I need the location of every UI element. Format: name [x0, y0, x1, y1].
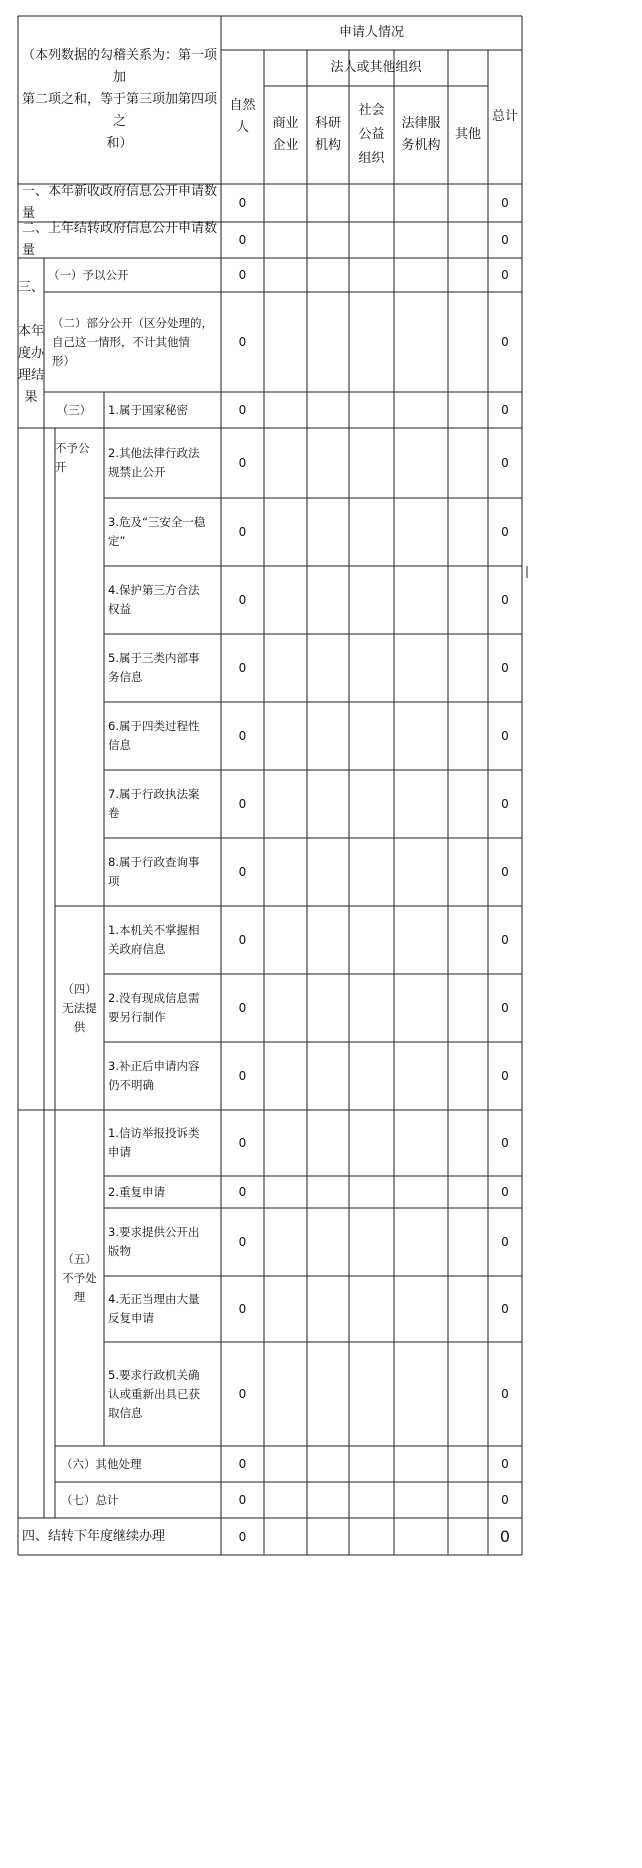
header-col-social-welfare: 社会 公益 组织 [358, 103, 385, 166]
header-col-legal-services: 法律服 务机构 [401, 116, 441, 153]
natural-person-value: 0 [238, 797, 247, 811]
natural-person-value: 0 [238, 1069, 247, 1083]
row-label-carried-over: 二、上年结转政府信息公开申请数量 [22, 221, 218, 258]
header-col-other: 其他 [454, 127, 481, 142]
natural-person-value: 0 [238, 1457, 247, 1471]
row-label-nd3: 3.危及“三安全一稳 定” [108, 515, 206, 548]
group-label-not-processed: （五） 不予处 理 [62, 1251, 97, 1304]
header-applicant-title: 申请人情况 [338, 25, 404, 40]
natural-person-value: 0 [238, 661, 247, 675]
total-value: 0 [501, 1136, 509, 1150]
natural-person-value: 0 [238, 865, 247, 879]
natural-person-value: 0 [238, 233, 247, 247]
total-value: 0 [501, 933, 509, 947]
natural-person-value: 0 [238, 335, 247, 349]
section-label-processing-results: 三、 本年 度办 理结 果 [18, 280, 45, 405]
row-label-not-disclosed-group: （三） [56, 402, 92, 417]
row-label-nd2: 2.其他法律行政法 规禁止公开 [108, 446, 200, 479]
natural-person-value: 0 [238, 1387, 247, 1401]
row-label-p4: 4.无正当理由大量 反复申请 [108, 1292, 200, 1325]
natural-person-value: 0 [238, 1493, 247, 1507]
group-label-not-disclosed: 不予公 开 [55, 441, 90, 474]
total-value: 0 [501, 1069, 509, 1083]
header-col-commercial: 商业 企业 [272, 116, 299, 153]
row-label-partially-disclosed: （二）部分公开（区分处理的， 自己这一情形，不计其他情 形） [52, 315, 213, 368]
natural-person-value: 0 [238, 729, 247, 743]
natural-person-value: 0 [238, 1185, 247, 1199]
row-label-p5: 5.要求行政机关确 认或重新出具已获 取信息 [108, 1367, 200, 1420]
group-label-cannot-provide: （四） 无法提 供 [62, 981, 97, 1034]
total-value: 0 [501, 233, 509, 247]
total-value: 0 [501, 525, 509, 539]
natural-person-value: 0 [238, 456, 247, 470]
natural-person-value: 0 [238, 1302, 247, 1316]
total-value: 0 [501, 1493, 509, 1507]
row-label-p1: 1.信访举报投诉类 申请 [108, 1126, 200, 1159]
row-label-nd4: 4.保护第三方合法 权益 [108, 583, 200, 616]
total-value: 0 [501, 865, 509, 879]
row-label-c1: 1.本机关不掌握相 关政府信息 [108, 923, 200, 956]
total-value: 0 [501, 196, 509, 210]
total-value: 0 [499, 1526, 511, 1546]
header-row-label: （本列数据的勾稽关系为：第一项加 第二项之和，等于第三项加第四项之 和） [21, 48, 217, 151]
row-label-other-handling: （六）其他处理 [61, 1456, 142, 1471]
natural-person-value: 0 [238, 1136, 247, 1150]
row-label-disclosed: （一）予以公开 [48, 267, 129, 282]
row-label-p2: 2.重复申请 [108, 1184, 165, 1199]
total-value: 0 [501, 335, 509, 349]
natural-person-value: 0 [238, 933, 247, 947]
header-legal-group: 法人或其他组织 [330, 60, 422, 75]
header-col-total: 总计 [491, 109, 518, 124]
total-value: 0 [501, 1387, 509, 1401]
row-label-total: （七）总计 [61, 1492, 119, 1507]
row-label-carry-forward: 四、结转下年度继续办理 [22, 1528, 166, 1544]
natural-person-value: 0 [238, 268, 247, 282]
total-value: 0 [501, 403, 509, 417]
row-label-nd8: 8.属于行政查询事 项 [108, 855, 200, 888]
total-value: 0 [501, 1302, 509, 1316]
total-value: 0 [501, 729, 509, 743]
row-label-state-secret: 1.属于国家秘密 [108, 402, 188, 417]
total-value: 0 [501, 1001, 509, 1015]
total-value: 0 [501, 1185, 509, 1199]
header-col-natural-person: 自然 人 [229, 98, 256, 135]
natural-person-value: 0 [238, 196, 247, 210]
natural-person-value: 0 [238, 1529, 247, 1544]
row-label-nd5: 5.属于三类内部事 务信息 [108, 651, 200, 684]
header-col-research: 科研 机构 [314, 116, 341, 153]
natural-person-value: 0 [238, 1001, 247, 1015]
natural-person-value: 0 [238, 593, 247, 607]
row-label-nd7: 7.属于行政执法案 卷 [108, 787, 200, 820]
total-value: 0 [501, 268, 509, 282]
total-value: 0 [501, 593, 509, 607]
row-label-new-requests: 一、本年新收政府信息公开申请数量 [22, 184, 218, 221]
total-value: 0 [501, 1457, 509, 1471]
row-label-p3: 3.要求提供公开出 版物 [108, 1225, 200, 1258]
row-label-nd6: 6.属于四类过程性 信息 [108, 719, 200, 752]
total-value: 0 [501, 1235, 509, 1249]
natural-person-value: 0 [238, 525, 247, 539]
row-label-c3: 3.补正后申请内容 仍不明确 [108, 1059, 200, 1092]
natural-person-value: 0 [238, 1235, 247, 1249]
total-value: 0 [501, 797, 509, 811]
natural-person-value: 0 [238, 403, 247, 417]
row-label-c2: 2.没有现成信息需 要另行制作 [108, 991, 200, 1024]
total-value: 0 [501, 456, 509, 470]
total-value: 0 [501, 661, 509, 675]
